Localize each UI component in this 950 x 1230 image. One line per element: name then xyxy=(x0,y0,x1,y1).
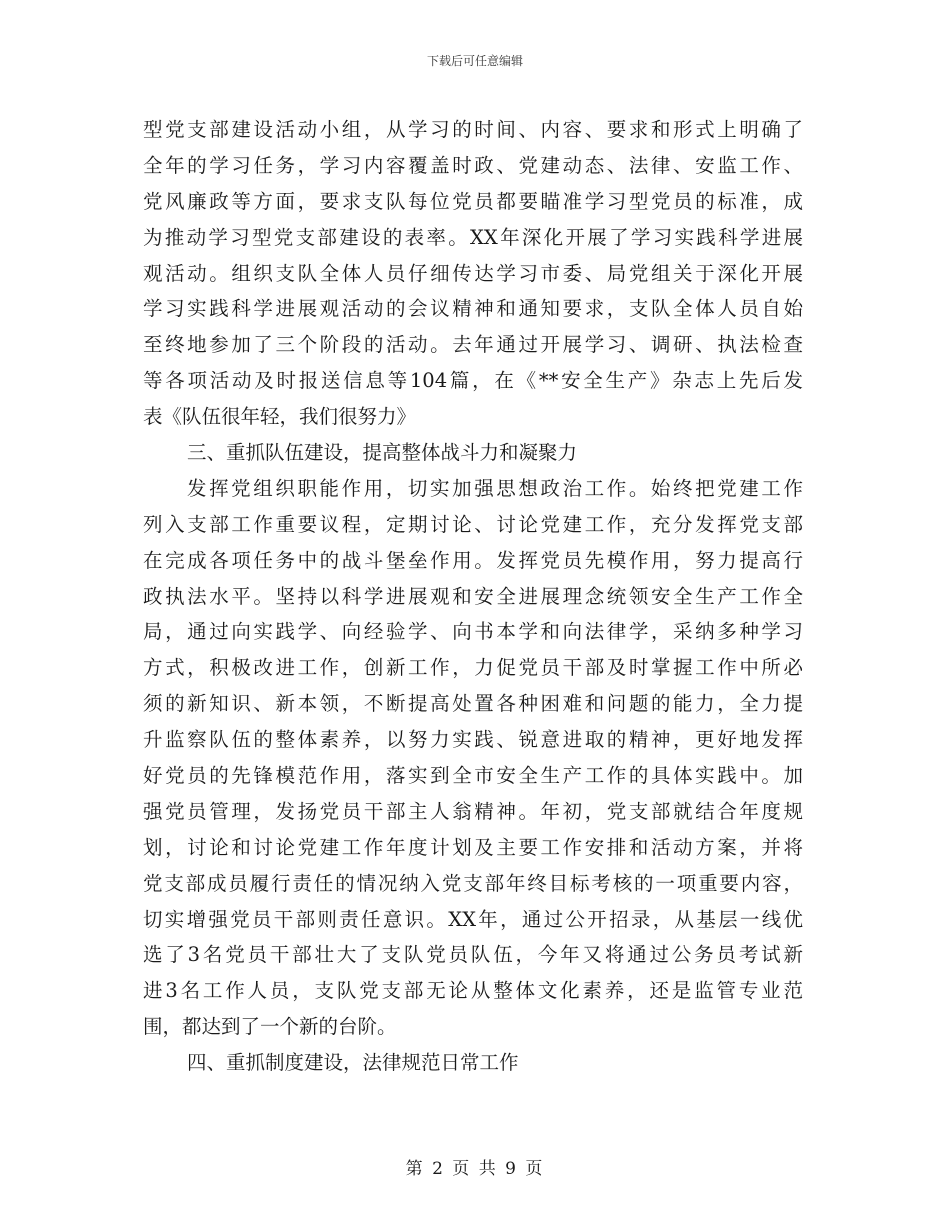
paragraph-2 xyxy=(143,471,803,1045)
text-line: 党风廉政等方面，要求支队每位党员都要瞄准学习型党员的标准，成 xyxy=(143,189,803,213)
text-line: 进3名工作人员，支队党支部无论从整体文化素养，还是监管专业范 xyxy=(143,979,803,1003)
text-line: 型党支部建设活动小组，从学习的时间、内容、要求和形式上明确了 xyxy=(143,118,803,141)
text-line: 全年的学习任务，学习内容覆盖时政、党建动态、法律、安监工作、 xyxy=(143,153,803,177)
text-line: 切实增强党员干部则责任意识。XX年，通过公开招录，从基层一线优 xyxy=(143,907,803,931)
text-line: 好党员的先锋模范作用，落实到全市安全生产工作的具体实践中。加 xyxy=(143,764,803,788)
text-line: 发挥党组织职能作用，切实加强思想政治工作。始终把党建工作 xyxy=(187,476,803,500)
text-line: 升监察队伍的整体素养，以努力实践、锐意进取的精神，更好地发挥 xyxy=(143,728,803,752)
text-line: 党支部成员履行责任的情况纳入党支部年终目标考核的一项重要内容， xyxy=(143,871,803,895)
text-line: 围，都达到了一个新的台阶。 xyxy=(143,1015,397,1039)
text-line: 在完成各项任务中的战斗堡垒作用。发挥党员先模作用，努力提高行 xyxy=(143,548,803,572)
page-number-footer: 第 2 页 共 9 页 xyxy=(405,1159,545,1179)
text-line: 等各项活动及时报送信息等104篇，在《**安全生产》杂志上先后发 xyxy=(143,369,803,393)
text-line: 政执法水平。坚持以科学进展观和安全进展理念统领安全生产工作全 xyxy=(143,584,803,608)
text-line: 须的新知识、新本领，不断提高处置各种困难和问题的能力，全力提 xyxy=(143,692,803,716)
header-note: 下载后可任意编辑 xyxy=(426,54,523,68)
document-body xyxy=(143,112,803,1081)
text-line: 学习实践科学进展观活动的会议精神和通知要求，支队全体人员自始 xyxy=(143,297,803,321)
text-line: 表《队伍很年轻，我们很努力》 xyxy=(143,405,417,429)
text-line: 观活动。组织支队全体人员仔细传达学习市委、局党组关于深化开展 xyxy=(143,261,803,285)
text-line: 至终地参加了三个阶段的活动。去年通过开展学习、调研、执法检查 xyxy=(143,333,803,357)
text-line: 划，讨论和讨论党建工作年度计划及主要工作安排和活动方案，并将 xyxy=(143,835,803,859)
section-heading-3: 三、重抓队伍建设，提高整体战斗力和凝聚力 xyxy=(187,441,578,465)
text-line: 选了3名党员干部壮大了支队党员队伍，今年又将通过公务员考试新 xyxy=(143,943,803,967)
text-line: 方式，积极改进工作，创新工作，力促党员干部及时掌握工作中所必 xyxy=(143,656,803,680)
paragraph-1 xyxy=(143,112,803,435)
text-line: 局，通过向实践学、向经验学、向书本学和向法律学，采纳多种学习 xyxy=(143,620,803,644)
text-line: 为推动学习型党支部建设的表率。XX年深化开展了学习实践科学进展 xyxy=(143,225,803,249)
section-heading-4: 四、重抓制度建设，法律规范日常工作 xyxy=(187,1051,519,1075)
text-line: 列入支部工作重要议程，定期讨论、讨论党建工作，充分发挥党支部 xyxy=(143,512,803,536)
text-line: 强党员管理，发扬党员干部主人翁精神。年初，党支部就结合年度规 xyxy=(143,799,803,823)
